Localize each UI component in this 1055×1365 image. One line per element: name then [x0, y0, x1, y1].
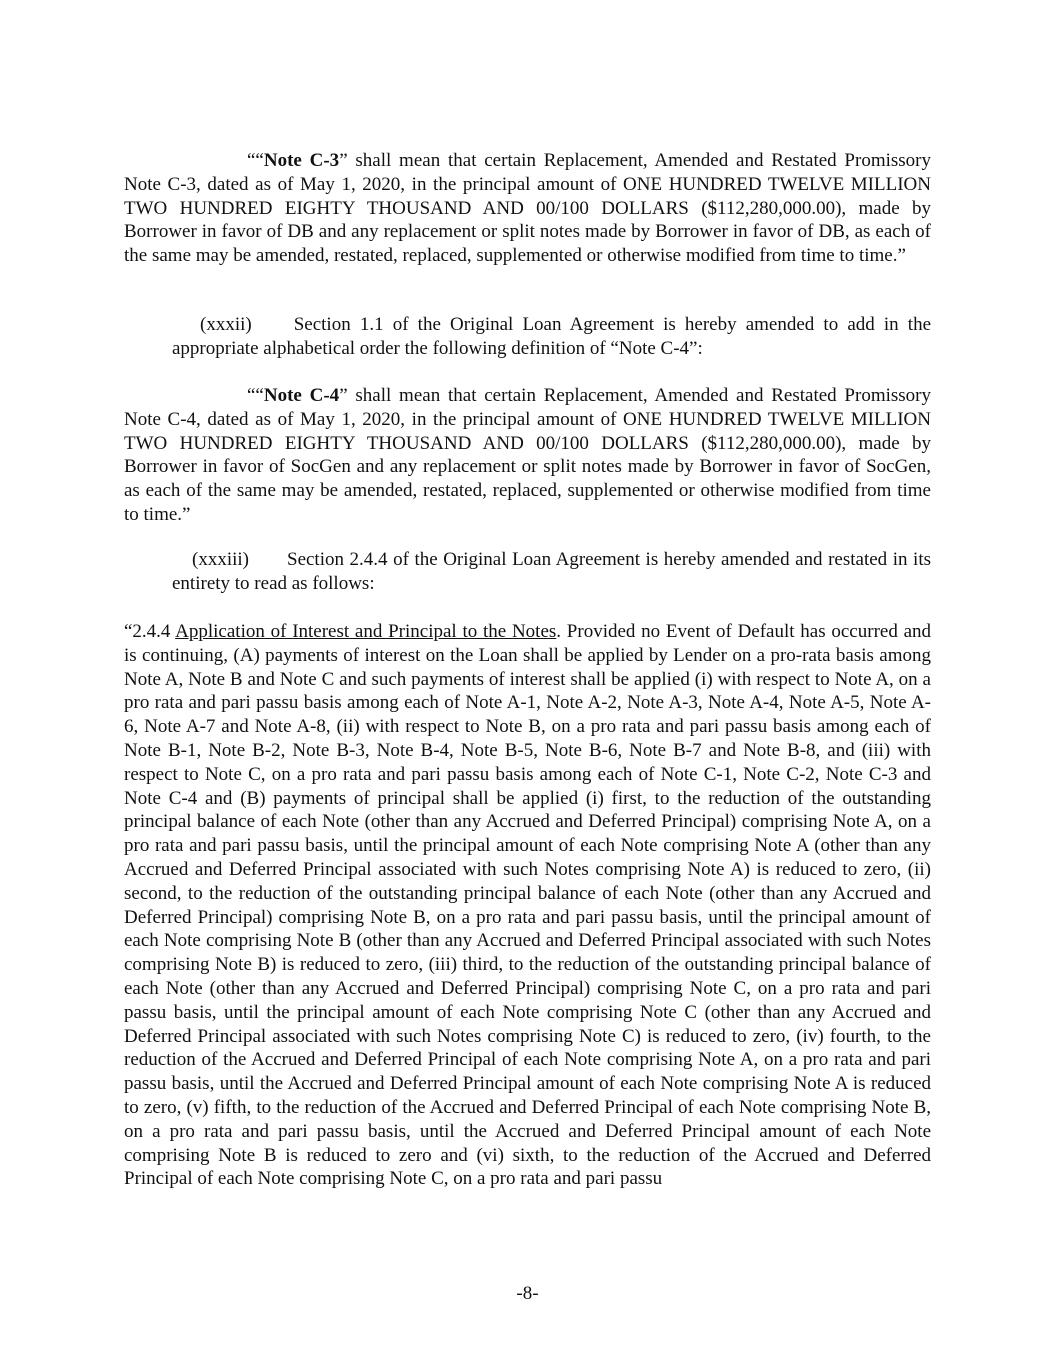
definition-text: ” shall mean that certain Replacement, Amended and Restated Promissory Note C-3, dated as of May 1, 2020, in the principal amount of ONE HUNDRED TWELVE MILLION TWO HUNDRED EIGHTY THOUSAND AND 00/100 DOLLARS ($112,280,000.00), made by Borrower in favor of DB and any replacement or split notes made by Borrower in favor of DB, as each of the same may be amended, restated, replaced, supplemented or otherwise modified from time to time.” [124, 150, 931, 267]
section-number: “2.4.4 [124, 621, 171, 642]
section-text: . Provided no Event of Default has occurred and is continuing, (A) payments of interest on the Loan shall be applied by Lender on a pro-rata basis among Note A, Note B and Note C and such payments of interest shall be applied (i) with respect to Note A, on a pro rata and pari passu basis among each of Note A-1, Note A-2, Note A-3, Note A-4, Note A-5, Note A-6, Note A-7 and Note A-8, (ii) with respect to Note B, on a pro rata and pari passu basis among each of Note B-1, Note B-2, Note B-3, Note B-4, Note B-5, Note B-6, Note B-7 and Note B-8, and (iii) with respect to Note C, on a pro rata and pari passu basis among each of Note C-1, Note C-2, Note C-3 and Note C-4 and (B) payments of principal shall be applied (i) first, to the reduction of the outstanding principal balance of each Note (other than any Accrued and Deferred Principal) comprising Note A, on a pro rata and pari passu basis, until the principal amount of each Note comprising Note A (other than any Accrued and Deferred Principal associated with such Notes comprising Note A) is reduced to zero, (ii) second, to the reduction of the outstanding principal balance of each Note (other than any Accrued and Deferred Principal) comprising Note B, on a pro rata and pari passu basis, until the principal amount of each Note comprising Note B (other than any Accrued and Deferred Principal associated with such Notes comprising Note B) is reduced to zero, (iii) third, to the reduction of the outstanding principal balance of each Note (other than any Accrued and Deferred Principal) comprising Note C, on a pro rata and pari passu basis, until the principal amount of each Note comprising Note C (other than any Accrued and Deferred Principal associated with such Notes comprising Note C) is reduced to zero, (iv) fourth, to the reduction of the Accrued and Deferred Principal of each Note comprising Note A, on a pro rata and pari passu basis, until the Accrued and Deferred Principal amount of each Note comprising Note A is reduced to zero, (v) fifth, to the reduction of the Accrued and Deferred Principal of each Note comprising Note B, on a pro rata and pari passu basis, until the Accrued and Deferred Principal amount of each Note comprising Note B is reduced to zero and (vi) sixth, to the reduction of the Accrued and Deferred Principal of each Note comprising Note C, on a pro rata and pari passu [124, 621, 932, 1190]
amendment-number: (xxxii) [200, 314, 252, 335]
section-2-4-4 [124, 620, 931, 1191]
definition-open-quote: ““ [247, 385, 264, 406]
definition-text: ” shall mean that certain Replacement, Amended and Restated Promissory Note C-4, dated as of May 1, 2020, in the principal amount of ONE HUNDRED TWELVE MILLION TWO HUNDRED EIGHTY THOUSAND AND 00/100 DOLLARS ($112,280,000.00), made by Borrower in favor of SocGen and any replacement or split notes made by Borrower in favor of SocGen, as each of the same may be amended, restated, replaced, supplemented or otherwise modified from time to time.” [124, 385, 931, 525]
definition-note-c-4 [124, 384, 931, 527]
defined-term: Note C-3 [263, 150, 340, 171]
defined-term: Note C-4 [263, 385, 340, 406]
amendment-text: Section 1.1 of the Original Loan Agreement is hereby amended to add in the appropriate alphabetical order the following definition of “Note C-4”: [172, 314, 931, 359]
amendment-xxxiii [172, 548, 931, 596]
amendment-xxxii [172, 313, 931, 361]
amendment-text: Section 2.4.4 of the Original Loan Agreement is hereby amended and restated in its entirety to read as follows: [172, 549, 931, 594]
amendment-number: (xxxiii) [192, 549, 249, 570]
definition-open-quote: ““ [247, 150, 264, 171]
definition-note-c-3 [124, 149, 931, 268]
section-heading: Application of Interest and Principal to the Notes [175, 621, 557, 642]
page-number: -8- [516, 1283, 539, 1304]
